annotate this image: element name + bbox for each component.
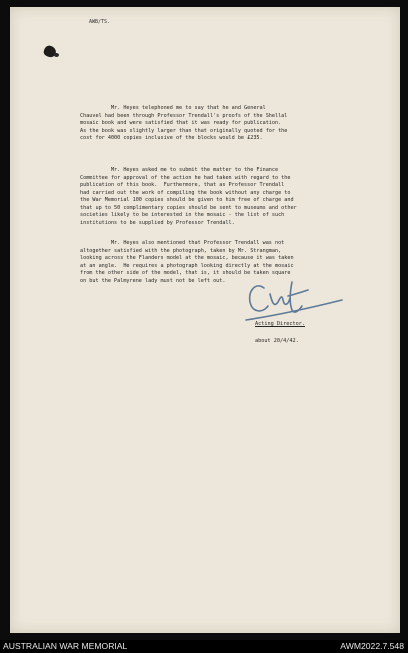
paragraph-1: Mr. Heyes telephoned me to say that he and General Chauvel had been through Professor Trendall's proofs of the Shellal mosaic book and were satisfied that it was ready for publication. As the book was slightly larger than that originally quoted for the cost for 4000 copies inclusive of the blocks would be £235. bbox=[80, 105, 288, 142]
institution-name: AUSTRALIAN WAR MEMORIAL bbox=[3, 641, 128, 651]
punch-hole-fragment bbox=[54, 53, 59, 57]
accession-number: AWM2022.7.548 bbox=[340, 641, 404, 651]
signer-title: Acting Director. bbox=[255, 321, 305, 327]
document-date: about 20/4/42. bbox=[255, 338, 299, 344]
reference-code: AWB/TS. bbox=[89, 19, 111, 25]
paragraph-3: Mr. Heyes also mentioned that Professor Trendall was not altogether satisfied with the photograph, taken by Mr. Strangman, looking across the Flanders model at the mosaic, because it was taken at an angle. He requires a photograph looking directly at the mosaic from the other side of the model, that is, it should be taken square on but the Palmyrene lady must not be left out. bbox=[80, 240, 294, 284]
paragraph-2: Mr. Heyes asked me to submit the matter to the Finance Committee for approval of the action he had taken with regard to the publication of this book. Furthermore, that as Professor Trendall had carried out the work of compiling the book without any charge to the War Memorial 100 copies should be given to him free of charge and that up to 50 complimentary copies should be sent to museums and other societies likely to be interested in the mosaic - the list of such institutions to be supplied by Professor Trendall. bbox=[80, 167, 297, 226]
archive-footer bbox=[0, 640, 408, 653]
